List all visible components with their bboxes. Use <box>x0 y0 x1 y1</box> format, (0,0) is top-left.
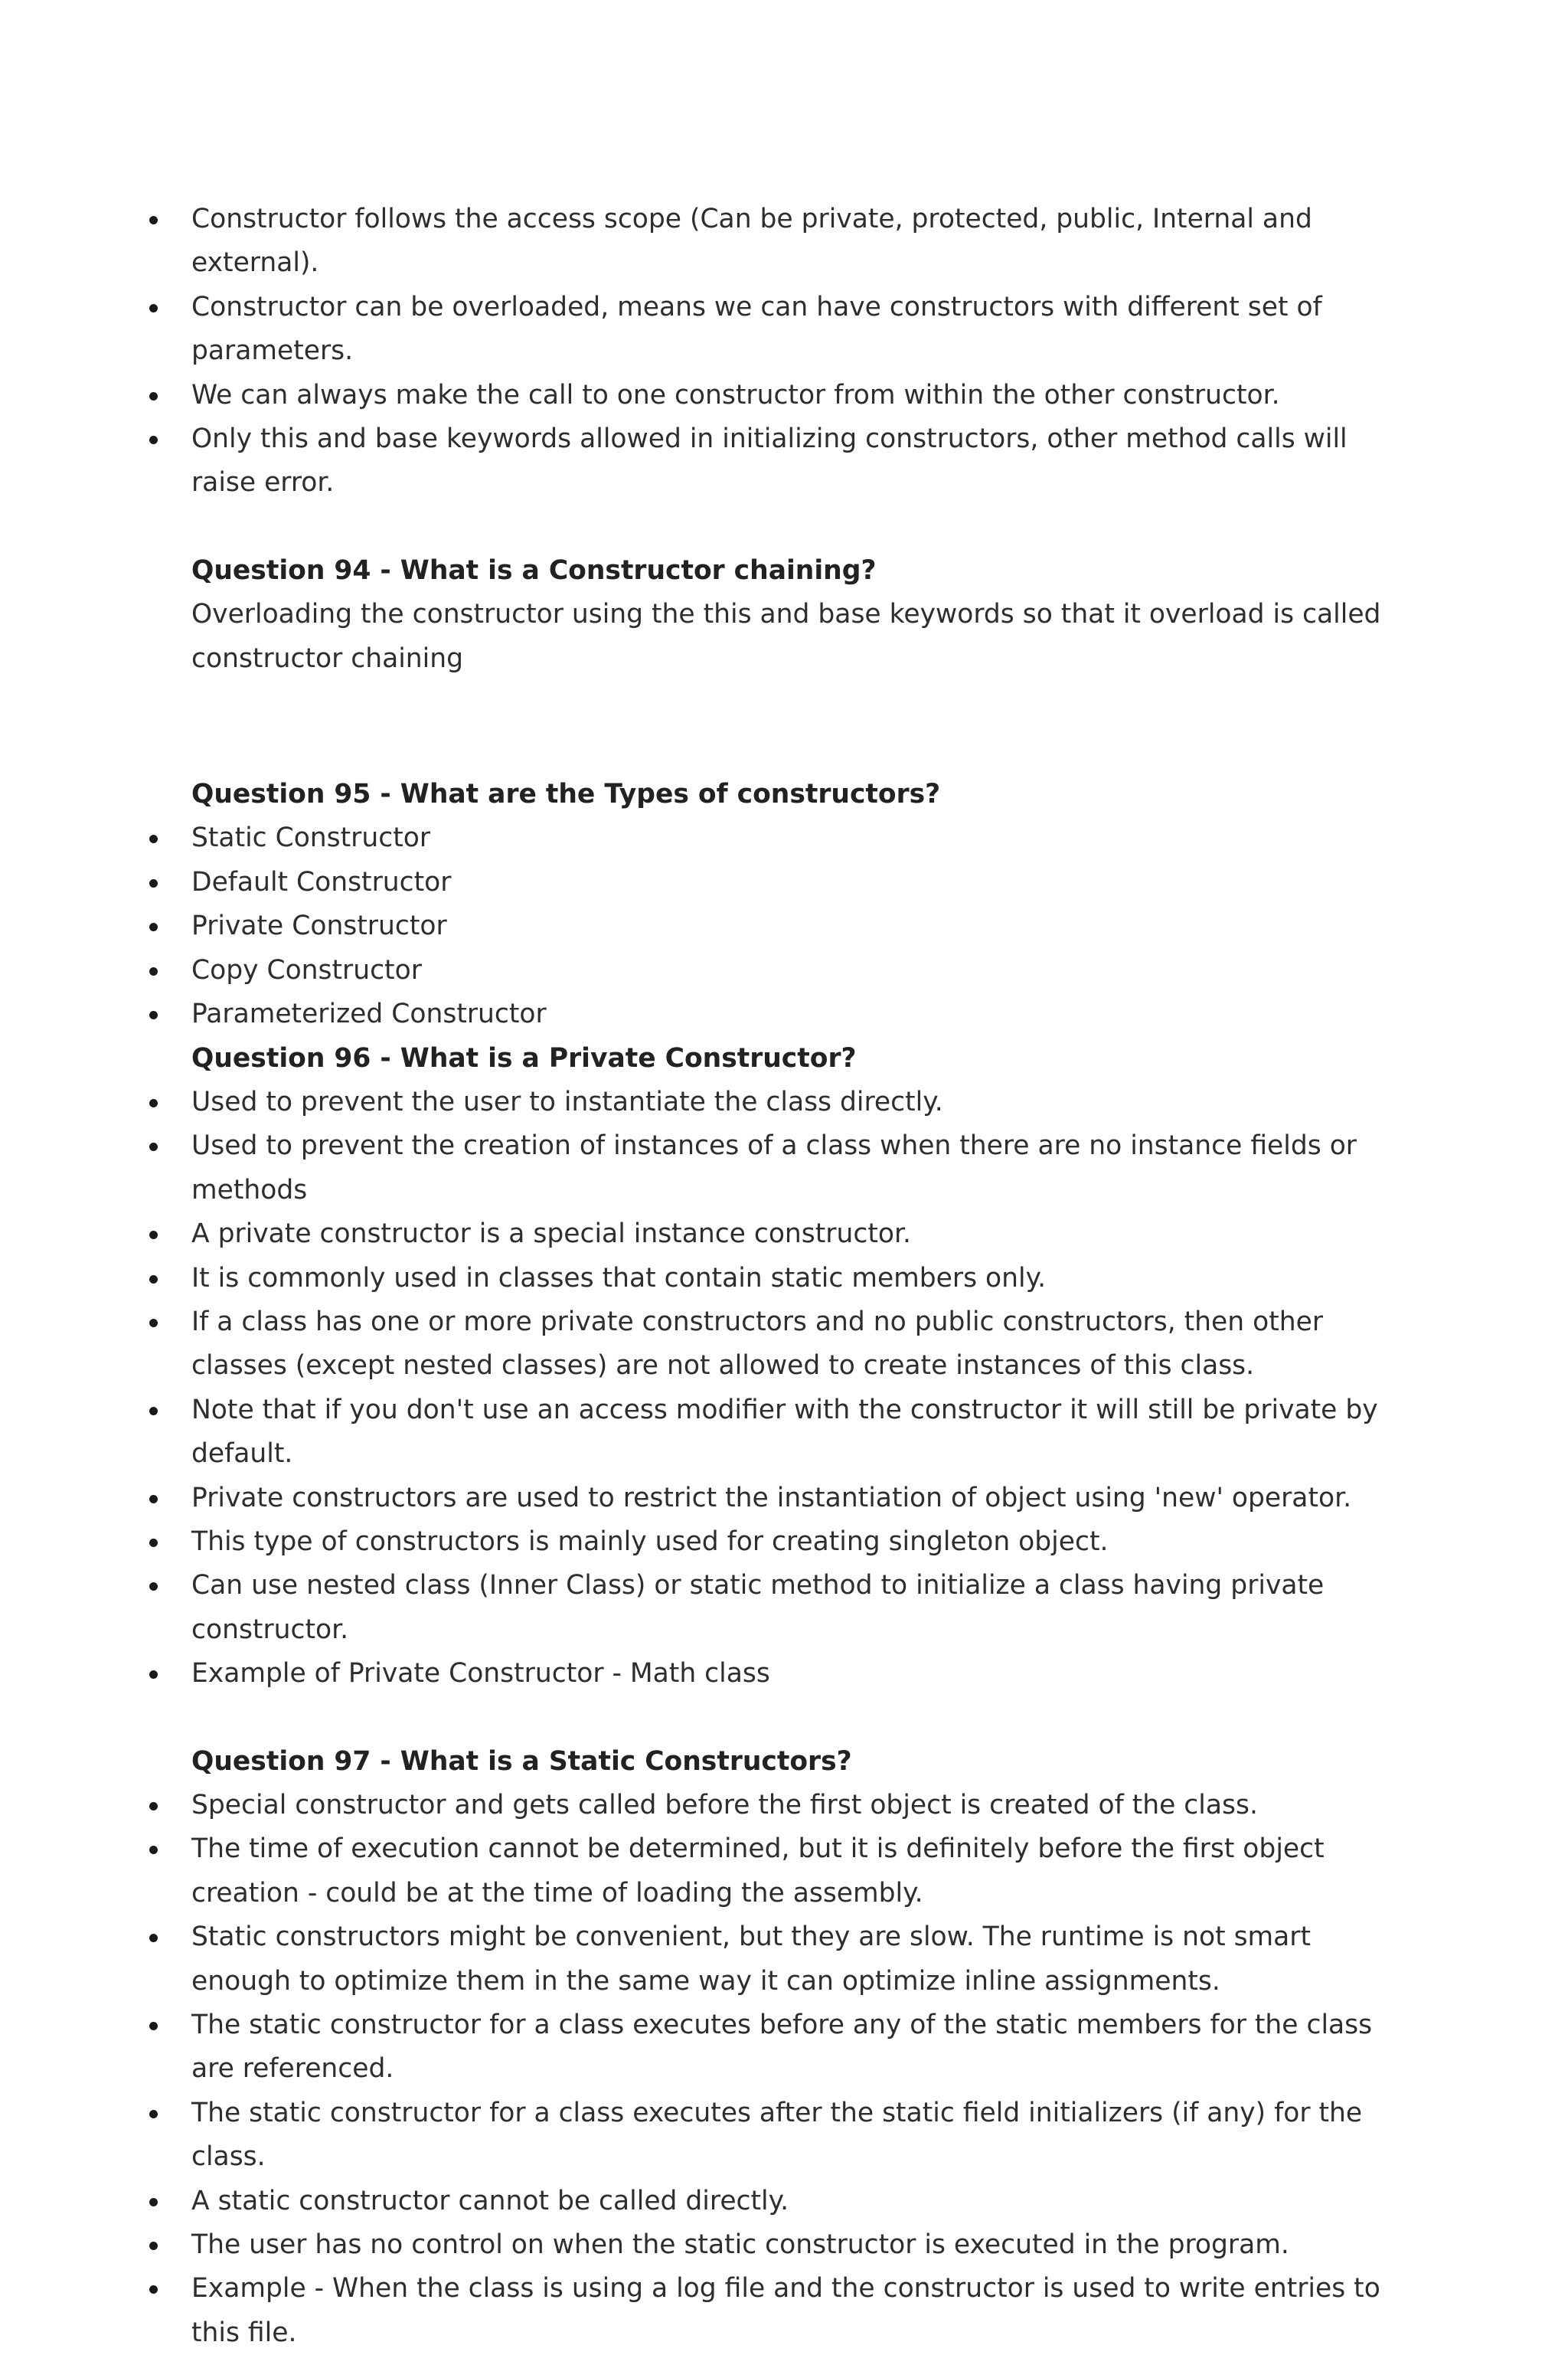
list-item: Used to prevent the user to instantiate the class directly. <box>191 1081 1409 1124</box>
list-item: Default Constructor <box>191 861 1409 904</box>
intro-bullet-list <box>191 198 1409 505</box>
question-95-section <box>191 773 1409 1036</box>
question-94-title: Question 94 - What is a Constructor chaining? <box>191 554 877 586</box>
list-item: Constructor can be overloaded, means we can have constructors with different set of parameters. <box>191 286 1409 374</box>
spacer <box>191 681 1409 773</box>
list-item: Private constructors are used to restrict the instantiation of object using 'new' operator. <box>191 1477 1409 1520</box>
list-item: Example - When the class is using a log file and the constructor is used to write entries to this file. <box>191 2267 1409 2355</box>
question-96-section <box>191 1037 1409 1696</box>
list-item: The static constructor for a class executes after the static field initializers (if any) for the class. <box>191 2092 1409 2180</box>
list-item: The time of execution cannot be determined, but it is definitely before the first object creation - could be at the time of loading the assembly. <box>191 1827 1409 1915</box>
document-content <box>191 198 1409 2355</box>
question-97-title: Question 97 - What is a Static Constructors? <box>191 1745 852 1777</box>
list-item: The static constructor for a class executes before any of the static members for the class are referenced. <box>191 2003 1409 2092</box>
question-96-title: Question 96 - What is a Private Constructor? <box>191 1042 857 1074</box>
list-item: Example of Private Constructor - Math class <box>191 1652 1409 1696</box>
spacer <box>191 1696 1409 1740</box>
question-97-section <box>191 1740 1409 2355</box>
question-94-section <box>191 549 1409 681</box>
list-item: Private Constructor <box>191 904 1409 948</box>
question-95-bullet-list <box>191 816 1409 1036</box>
list-item: It is commonly used in classes that contain static members only. <box>191 1257 1409 1300</box>
list-item: If a class has one or more private constructors and no public constructors, then other classes (except nested classes) are not allowed to create instances of this class. <box>191 1300 1409 1388</box>
list-item: Copy Constructor <box>191 949 1409 993</box>
list-item: A private constructor is a special instance constructor. <box>191 1212 1409 1256</box>
list-item: Only this and base keywords allowed in initializing constructors, other method calls will raise error. <box>191 417 1409 505</box>
list-item: Can use nested class (Inner Class) or static method to initialize a class having private constructor. <box>191 1564 1409 1652</box>
list-item: Special constructor and gets called before the first object is created of the class. <box>191 1784 1409 1827</box>
question-97-bullet-list <box>191 1784 1409 2355</box>
list-item: Used to prevent the creation of instances of a class when there are no instance fields or methods <box>191 1124 1409 1212</box>
list-item: We can always make the call to one constructor from within the other constructor. <box>191 374 1409 417</box>
list-item: This type of constructors is mainly used for creating singleton object. <box>191 1520 1409 1564</box>
list-item: Static Constructor <box>191 816 1409 860</box>
list-item: Note that if you don't use an access modifier with the constructor it will still be private by default. <box>191 1388 1409 1477</box>
list-item: The user has no control on when the static constructor is executed in the program. <box>191 2223 1409 2267</box>
list-item: Parameterized Constructor <box>191 993 1409 1036</box>
question-96-bullet-list <box>191 1081 1409 1696</box>
question-95-title: Question 95 - What are the Types of constructors? <box>191 779 941 810</box>
list-item: Constructor follows the access scope (Can be private, protected, public, Internal and external). <box>191 198 1409 286</box>
list-item: A static constructor cannot be called directly. <box>191 2180 1409 2223</box>
list-item: Static constructors might be convenient, but they are slow. The runtime is not smart enough to optimize them in the same way it can optimize inline assignments. <box>191 1915 1409 2003</box>
spacer <box>191 505 1409 549</box>
question-94-answer: Overloading the constructor using the this and base keywords so that it overload is called constructor chaining <box>191 599 1381 674</box>
